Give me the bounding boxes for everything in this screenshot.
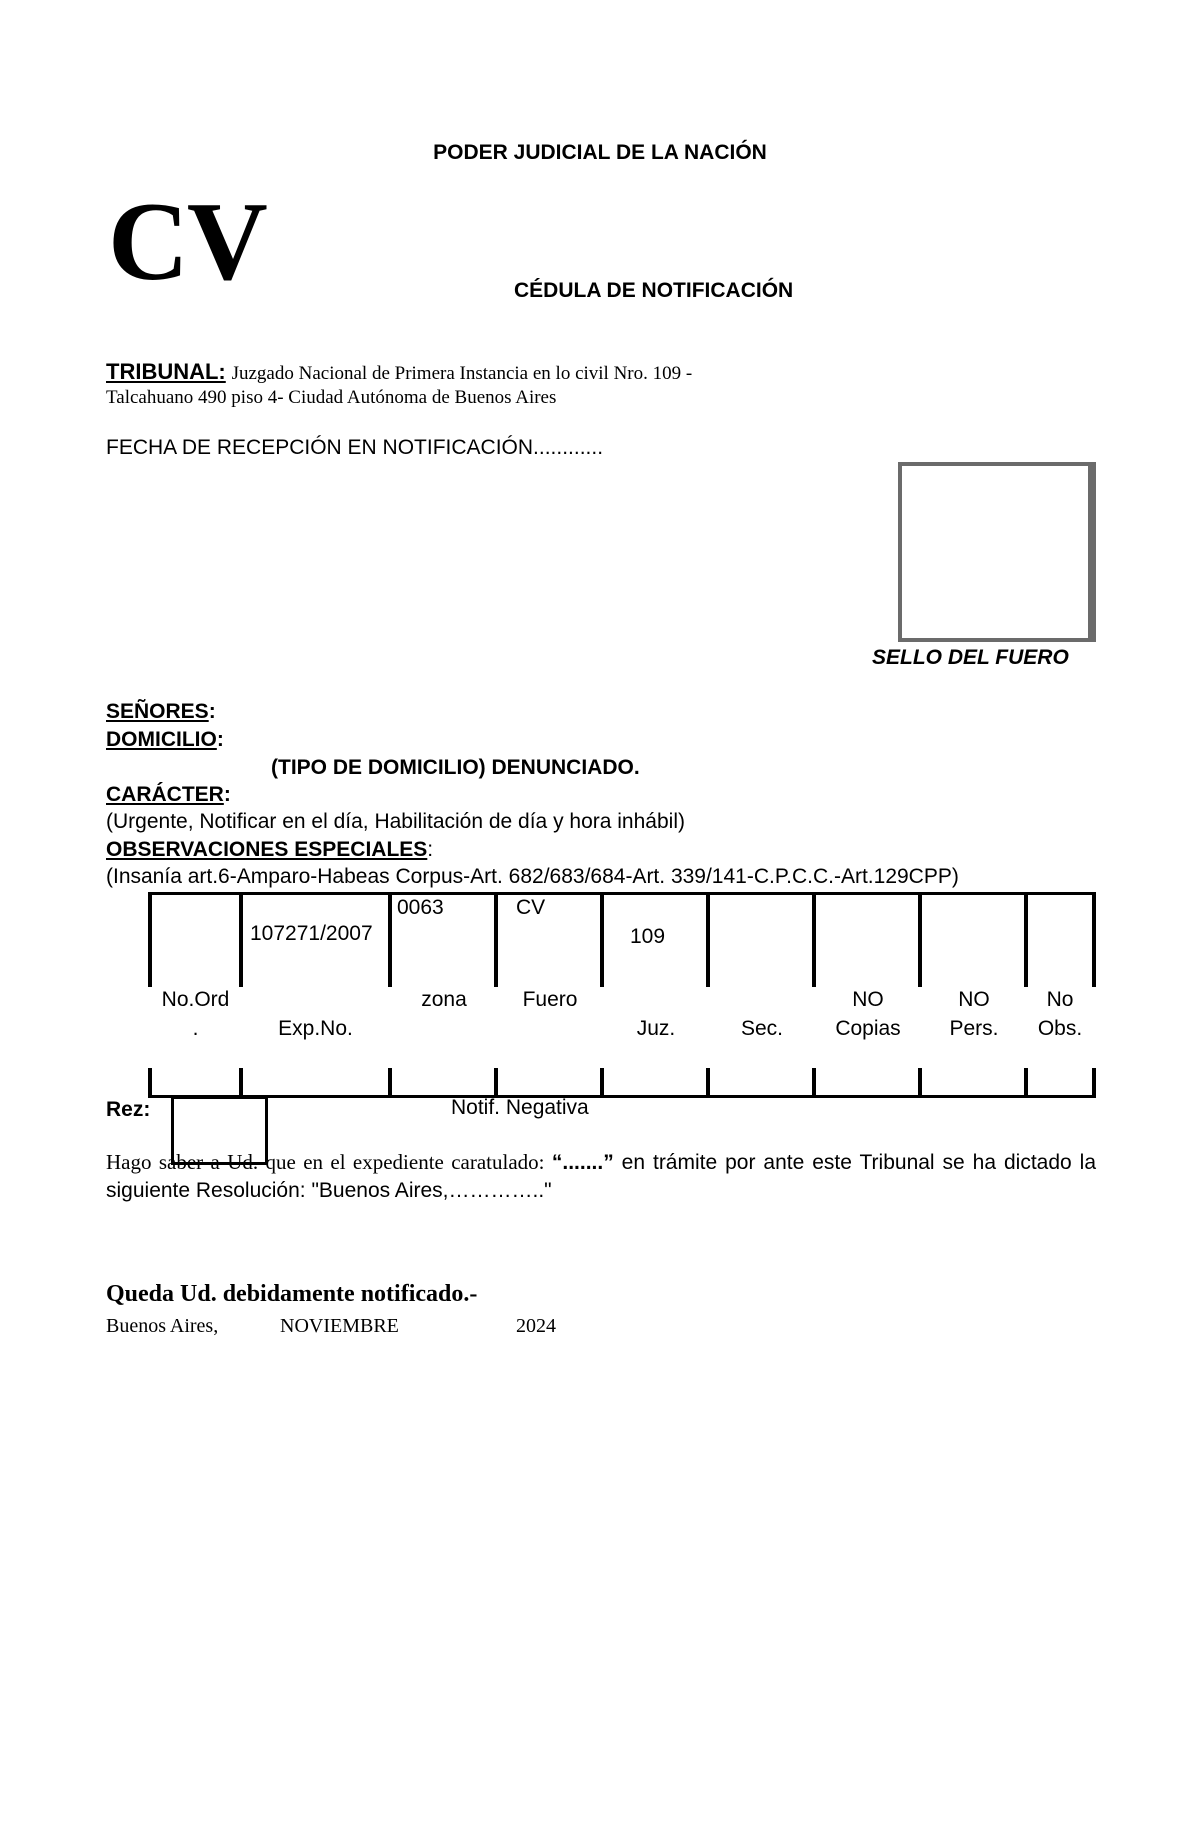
- domicilio-field: [106, 728, 224, 752]
- no-ord-label: No.Ord: [161, 988, 230, 1011]
- table-divider: [600, 1068, 604, 1098]
- table-divider: [148, 892, 152, 987]
- tribunal-label: TRIBUNAL:: [106, 359, 226, 384]
- table-divider: [388, 1068, 392, 1098]
- table-divider: [600, 892, 604, 987]
- date-year: 2024: [516, 1315, 556, 1337]
- senores-label: SEÑORES: [106, 700, 209, 723]
- page-header-title: PODER JUDICIAL DE LA NACIÓN: [433, 141, 767, 164]
- table-divider: [1024, 1068, 1028, 1098]
- seal-label: SELLO DEL FUERO: [872, 646, 1069, 669]
- domicilio-colon: :: [216, 728, 224, 751]
- no-ord-label-dot: .: [192, 1017, 199, 1040]
- body-intro: Hago saber a Ud. que en el expediente caratulado:: [106, 1150, 552, 1174]
- domicilio-label: DOMICILIO: [106, 728, 217, 751]
- zona-value: 0063: [397, 896, 444, 919]
- observaciones-field: [106, 838, 433, 862]
- table-divider: [706, 1068, 710, 1098]
- table-divider: [494, 1068, 498, 1098]
- juz-label: Juz.: [636, 1017, 676, 1040]
- caracter-field: [106, 783, 231, 807]
- caracter-label: CARÁCTER: [106, 783, 224, 806]
- table-divider: [1024, 892, 1028, 987]
- fuero-value: CV: [516, 896, 546, 919]
- table-divider: [494, 892, 498, 987]
- col-label-pers: [922, 985, 1026, 1043]
- table-divider: [148, 1068, 152, 1098]
- table-divider: [239, 1068, 243, 1098]
- exp-no-label: Exp.No.: [278, 1017, 353, 1040]
- senores-colon: :: [208, 700, 216, 723]
- body-resolution: en trámite por ante este Tribunal se ha dictado la siguiente Resolución: "Buenos Aires,…………..": [106, 1151, 1097, 1202]
- zona-label: zona: [421, 988, 467, 1011]
- seal-box: [898, 462, 1096, 642]
- tribunal-address: Talcahuano 490 piso 4- Ciudad Autónoma de Buenos Aires: [106, 387, 557, 408]
- obs-label: Obs.: [1037, 1017, 1083, 1040]
- body-paragraph: [106, 1148, 1096, 1205]
- juz-value: 109: [630, 925, 666, 948]
- date-city: Buenos Aires,: [106, 1315, 219, 1337]
- table-top-border: [148, 892, 1096, 895]
- caracter-options: (Urgente, Notificar en el día, Habilitación de día y hora inhábil): [106, 810, 685, 833]
- date-month: NOVIEMBRE: [280, 1315, 399, 1337]
- table-divider: [706, 892, 710, 987]
- closing-statement: Queda Ud. debidamente notificado.-: [106, 1281, 478, 1307]
- observaciones-options: (Insanía art.6-Amparo-Habeas Corpus-Art. 682/683/684-Art. 339/141-C.P.C.C.-Art.129CPP): [106, 865, 959, 888]
- table-divider: [388, 892, 392, 987]
- senores-field: [106, 700, 216, 724]
- copias-label: Copias: [835, 1017, 901, 1040]
- pers-label-no: NO: [958, 988, 990, 1011]
- obs-label-no: No: [1046, 988, 1074, 1011]
- col-label-no-ord: [148, 985, 243, 1043]
- caracter-colon: :: [223, 783, 231, 806]
- cv-logo: CV: [108, 180, 266, 304]
- tribunal-name: Juzgado Nacional de Primera Instancia en lo civil Nro. 109 -: [231, 363, 693, 384]
- table-divider: [239, 892, 243, 987]
- table-divider: [918, 892, 922, 987]
- table-divider: [1092, 1068, 1096, 1098]
- copias-label-no: NO: [852, 988, 884, 1011]
- sec-label: Sec.: [740, 1017, 784, 1040]
- notif-negativa: Notif. Negativa: [451, 1096, 589, 1119]
- table-divider: [1092, 892, 1096, 987]
- col-label-copias: [816, 985, 920, 1043]
- tribunal-line: [106, 359, 692, 385]
- document-title: CÉDULA DE NOTIFICACIÓN: [514, 279, 794, 302]
- pers-label: Pers.: [949, 1017, 999, 1040]
- rez-label: Rez:: [106, 1098, 151, 1121]
- table-divider: [918, 1068, 922, 1098]
- table-divider: [812, 892, 816, 987]
- caratula: “.......”: [551, 1151, 614, 1174]
- exp-no-value: 107271/2007: [250, 922, 373, 945]
- col-label-obs: [1024, 985, 1096, 1043]
- tipo-domicilio: (TIPO DE DOMICILIO) DENUNCIADO.: [271, 756, 640, 779]
- table-bottom-border: [148, 1095, 1096, 1098]
- table-divider: [812, 1068, 816, 1098]
- fuero-label: Fuero: [522, 988, 578, 1011]
- observaciones-label: OBSERVACIONES ESPECIALES: [106, 838, 428, 861]
- observaciones-colon: :: [427, 838, 434, 861]
- fecha-recepcion: FECHA DE RECEPCIÓN EN NOTIFICACIÓN............: [106, 436, 604, 459]
